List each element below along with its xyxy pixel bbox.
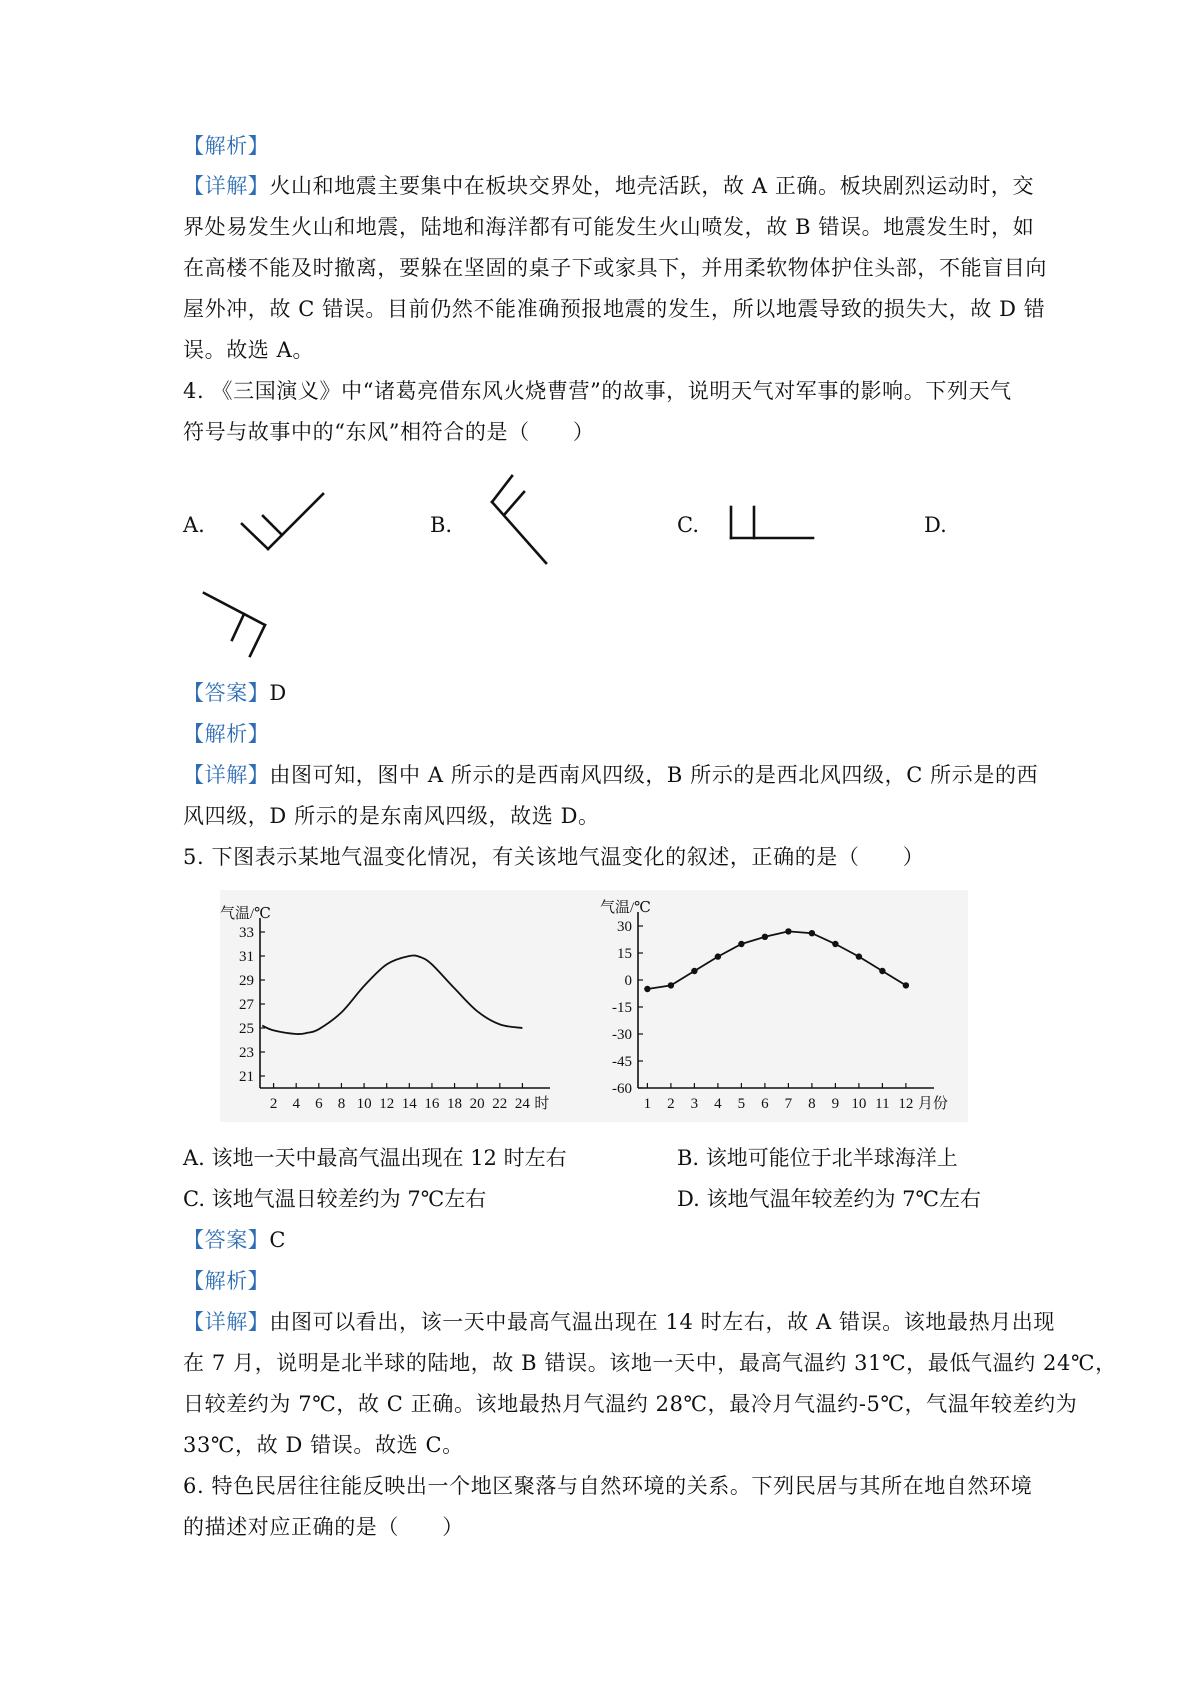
q5-xiangjie-label: 【详解】 (183, 1310, 270, 1334)
q3-xiangjie-label: 【详解】 (183, 174, 270, 198)
x-tick-label: 12 (379, 1096, 395, 1112)
data-point (809, 930, 815, 936)
q3-detail-line-5: 误。故选 A。 (183, 338, 315, 362)
q3-detail-line-2: 界处易发生火山和地震，陆地和海洋都有可能发生火山喷发，故 B 错误。地震发生时，如 (183, 215, 1035, 239)
x-axis-label: 时 (534, 1096, 550, 1112)
data-point (879, 968, 885, 974)
x-tick-label: 3 (690, 1096, 699, 1112)
y-tick-label: 33 (239, 925, 254, 941)
x-tick-label: 8 (337, 1096, 346, 1112)
x-tick-label: 1 (643, 1096, 652, 1112)
q5-charts (220, 890, 980, 1130)
q4-stem-line-1: 4. 《三国演义》中“诸葛亮借东风火烧曹营”的故事，说明天气对军事的影响。下列天气 (183, 379, 1012, 403)
q4-detail-line-1: 【详解】由图可知，图中 A 所示的是西南风四级，B 所示的是西北风四级，C 所示是的西 (183, 763, 1039, 787)
x-tick-label: 5 (737, 1096, 746, 1112)
q4-answer-line (183, 679, 1033, 707)
data-point (668, 982, 674, 988)
data-point (691, 968, 697, 974)
q3-jiexi-label: 【解析】 (183, 134, 270, 158)
y-tick-label: -15 (612, 1000, 632, 1016)
q6-stem-line-2: 的描述对应正确的是（ ） (183, 1515, 464, 1539)
x-tick-label: 24 (514, 1096, 530, 1112)
q5-jiexi-label: 【解析】 (183, 1269, 270, 1293)
q5-detail-line-1: 【详解】由图可以看出，该一天中最高气温出现在 14 时左右，故 A 错误。该地最热月出现 (183, 1310, 1055, 1334)
x-tick-label: 4 (292, 1096, 300, 1112)
x-tick-label: 14 (401, 1096, 417, 1112)
q5-detail-line-4: 33℃，故 D 错误。故选 C。 (183, 1433, 464, 1457)
y-tick-label: -45 (612, 1054, 632, 1070)
x-tick-label: 2 (269, 1096, 278, 1112)
q4-xiangjie-label: 【详解】 (183, 763, 270, 787)
q5-stem: 5. 下图表示某地气温变化情况，有关该地气温变化的叙述，正确的是（ ） (183, 845, 925, 869)
data-point (738, 941, 744, 947)
x-tick-label: 22 (492, 1096, 508, 1112)
q3-detail-line-4: 屋外冲，故 C 错误。目前仍然不能准确预报地震的发生，所以地震导致的损失大，故 D 错 (183, 297, 1046, 321)
q4-jiexi-label: 【解析】 (183, 722, 270, 746)
q4-answer-label: 【答案】 (183, 681, 270, 705)
q4-stem-line-2: 符号与故事中的“东风”相符合的是（ ） (183, 420, 595, 444)
west-wind-level-4-icon (731, 507, 813, 538)
southeast-wind-level-4-icon (204, 593, 265, 656)
q5-option-b: B. 该地可能位于北半球海洋上 (677, 1146, 958, 1170)
q4-option-c-label: C. (677, 513, 699, 537)
q5-answer: C (269, 1228, 287, 1252)
data-point (832, 941, 838, 947)
q4-option-a-label: A. (183, 513, 205, 537)
y-axis-label: 气温/℃ (220, 906, 271, 922)
data-point (903, 982, 909, 988)
q5-answer-line (183, 1226, 1033, 1254)
x-tick-label: 4 (714, 1096, 722, 1112)
q6-stem-line-1: 6. 特色民居往往能反映出一个地区聚落与自然环境的关系。下列民居与其所在地自然环境 (183, 1474, 1033, 1498)
q5-option-d: D. 该地气温年较差约为 7℃左右 (677, 1187, 981, 1211)
q5-option-c: C. 该地气温日较差约为 7℃左右 (183, 1187, 487, 1211)
q4-option-d-label: D. (924, 513, 947, 537)
q4-answer: D (269, 681, 287, 705)
y-tick-label: 15 (617, 946, 632, 962)
x-tick-label: 2 (667, 1096, 675, 1112)
x-tick-label: 8 (808, 1096, 816, 1112)
q3-detail-line-3: 在高楼不能及时撤离，要躲在坚固的桌子下或家具下，并用柔软物体护住头部，不能盲目向 (183, 256, 1047, 280)
q5-detail-line-3: 日较差约为 7℃，故 C 正确。该地最热月气温约 28℃，最冷月气温约-5℃，气温年较差约为 (183, 1392, 1078, 1416)
y-tick-label: 21 (239, 1069, 254, 1085)
data-point (762, 934, 768, 940)
q5-option-a: A. 该地一天中最高气温出现在 12 时左右 (183, 1146, 567, 1170)
q4-option-b-label: B. (430, 513, 453, 537)
y-tick-label: -30 (612, 1027, 632, 1043)
x-tick-label: 7 (784, 1096, 793, 1112)
y-tick-label: 23 (239, 1045, 254, 1061)
x-tick-label: 12 (898, 1096, 914, 1112)
x-tick-label: 20 (469, 1096, 485, 1112)
y-tick-label: 0 (624, 973, 632, 989)
x-tick-label: 11 (875, 1096, 890, 1112)
y-tick-label: -60 (612, 1081, 632, 1097)
data-point (785, 928, 791, 934)
x-tick-label: 6 (315, 1096, 323, 1112)
x-tick-label: 9 (831, 1096, 840, 1112)
y-tick-label: 29 (239, 973, 254, 989)
q5-detail-line-2: 在 7 月，说明是北半球的陆地，故 B 错误。该地一天中，最高气温约 31℃，最低气温约 24℃， (183, 1351, 1117, 1375)
data-point (856, 953, 862, 959)
y-tick-label: 30 (617, 919, 632, 935)
x-tick-label: 10 (356, 1096, 372, 1112)
x-tick-label: 16 (424, 1096, 440, 1112)
q4-detail-line-2: 风四级，D 所示的是东南风四级，故选 D。 (183, 804, 600, 828)
x-tick-label: 6 (761, 1096, 769, 1112)
x-tick-label: 10 (851, 1096, 867, 1112)
data-point (644, 986, 650, 992)
q3-detail-line-1: 【详解】火山和地震主要集中在板块交界处，地壳活跃，故 A 正确。板块剧烈运动时，交 (183, 174, 1035, 198)
x-axis-label: 月份 (917, 1096, 948, 1112)
y-tick-label: 25 (239, 1021, 254, 1037)
northwest-wind-level-4-icon (492, 476, 546, 563)
q5-answer-label: 【答案】 (183, 1228, 270, 1252)
y-tick-label: 31 (239, 949, 254, 965)
data-point (715, 953, 721, 959)
y-axis-label: 气温/℃ (600, 900, 651, 916)
x-tick-label: 18 (447, 1096, 463, 1112)
y-tick-label: 27 (239, 997, 254, 1013)
southwest-wind-level-4-icon (242, 494, 323, 549)
chart-background (220, 890, 968, 1122)
wind-symbols (0, 0, 1200, 700)
